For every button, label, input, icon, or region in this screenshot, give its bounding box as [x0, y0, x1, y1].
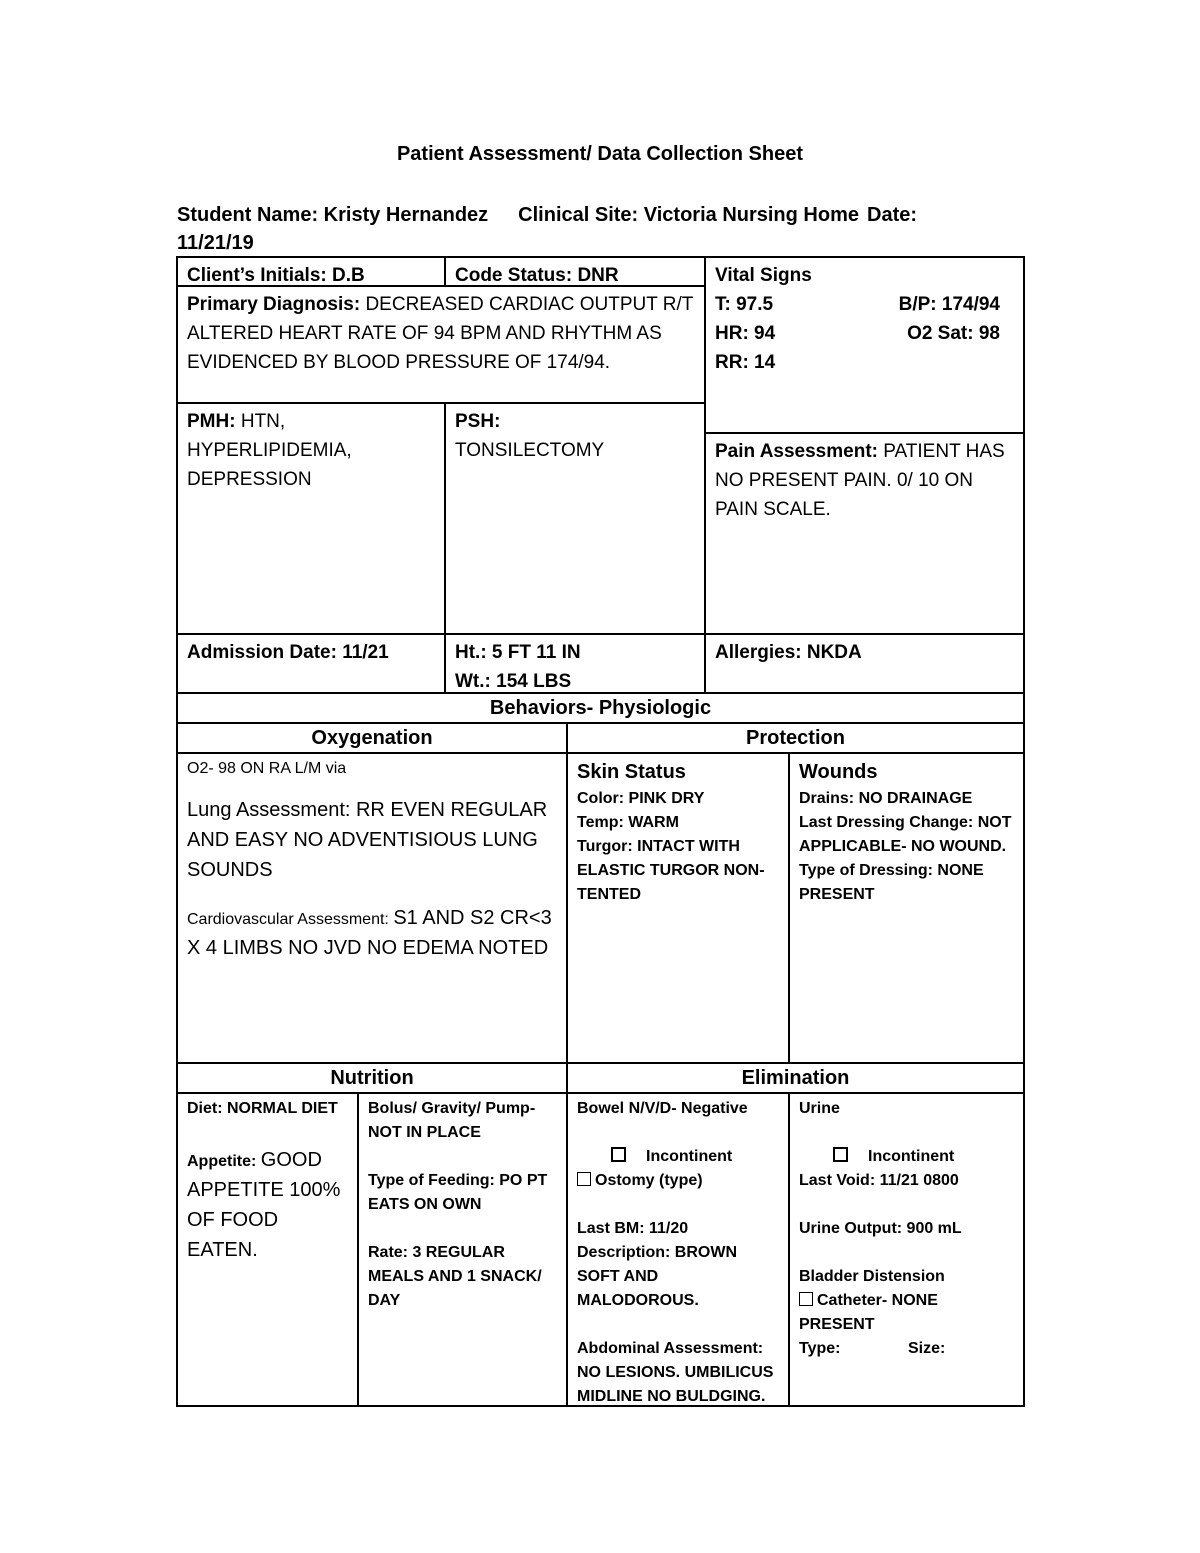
cardio-label: Cardiovascular Assessment: [187, 911, 394, 928]
oxygenation-cell [176, 752, 568, 1064]
primary-diagnosis-cell [176, 285, 706, 404]
pain-label: Pain Assessment: [715, 441, 878, 462]
pain-assessment-cell [704, 432, 1025, 635]
appetite-text: GOOD APPETITE 100% OF FOOD EATEN. [187, 1149, 341, 1261]
elimination-header: Elimination [566, 1062, 1025, 1094]
weight: Wt.: 154 LBS [455, 671, 572, 692]
height-weight-cell [444, 633, 706, 694]
pmh-cell [176, 402, 446, 635]
pmh-label: PMH: [187, 411, 236, 432]
vital-signs-cell [704, 256, 1025, 434]
pmh-text: HTN, HYPERLIPIDEMIA, DEPRESSION [187, 411, 352, 490]
clinical-site: Clinical Site: Victoria Nursing Home [518, 204, 859, 226]
bowel-incontinent-label: Incontinent [646, 1148, 733, 1165]
vital-temp: T: 97.5 [715, 294, 774, 315]
vital-signs-label: Vital Signs [715, 265, 812, 286]
student-name: Student Name: Kristy Hernandez [177, 204, 489, 226]
primary-diagnosis-text: DECREASED CARDIAC OUTPUT R/T ALTERED HEART RATE OF 94 BPM AND RHYTHM AS EVIDENCED BY BLOOD PRESSURE OF 174/94. [187, 294, 694, 373]
pain-text: PATIENT HAS NO PRESENT PAIN. 0/ 10 ON PAIN SCALE. [715, 441, 1005, 520]
behaviors-header: Behaviors- Physiologic [176, 692, 1025, 724]
bowel-title: Bowel N/V/D- Negative [577, 1100, 748, 1117]
vital-bp: B/P: 174/94 [898, 294, 1000, 315]
skin-color: Color: PINK DRY [577, 790, 705, 807]
cardio-text: S1 AND S2 CR<3 X 4 LIMBS NO JVD NO EDEMA NOTED [187, 907, 552, 959]
last-void: Last Void: 11/21 0800 [799, 1172, 959, 1189]
lung-assessment: Lung Assessment: RR EVEN REGULAR AND EASY NO ADVENTISIOUS LUNG SOUNDS [187, 799, 548, 881]
urine-cell [788, 1092, 1025, 1407]
ostomy-label: Ostomy (type) [595, 1172, 703, 1189]
catheter-label: Catheter- NONE PRESENT [799, 1292, 938, 1333]
checkbox-icon[interactable] [577, 1172, 591, 1186]
o2-line: O2- 98 ON RA L/M via [187, 760, 347, 777]
urine-title: Urine [799, 1100, 840, 1117]
code-status: Code Status: DNR [444, 256, 706, 287]
abdominal-assessment: Abdominal Assessment: NO LESIONS. UMBILICUS MIDLINE NO BULDGING. [577, 1340, 774, 1405]
allergies: Allergies: NKDA [704, 633, 1025, 694]
oxygenation-header: Oxygenation [176, 722, 568, 754]
bowel-cell [566, 1092, 790, 1407]
bowel-description: Description: BROWN SOFT AND MALODOROUS. [577, 1244, 737, 1309]
psh-cell [444, 402, 706, 635]
vital-o2: O2 Sat: 98 [907, 323, 1000, 344]
checkbox-icon[interactable] [799, 1292, 813, 1306]
header-info [177, 201, 1017, 257]
vital-hr: HR: 94 [715, 323, 776, 344]
admission-date: Admission Date: 11/21 [176, 633, 446, 694]
feeding-cell [357, 1092, 568, 1407]
wound-dressing-type: Type of Dressing: NONE PRESENT [799, 862, 984, 903]
protection-header: Protection [566, 722, 1025, 754]
diet: Diet: NORMAL DIET [187, 1100, 338, 1117]
wounds-cell [788, 752, 1025, 1064]
skin-temp: Temp: WARM [577, 814, 679, 831]
wound-dressing-change: Last Dressing Change: NOT APPLICABLE- NO WOUND. [799, 814, 1012, 855]
nutrition-header: Nutrition [176, 1062, 568, 1094]
appetite-label: Appetite: [187, 1153, 261, 1170]
checkbox-icon[interactable] [833, 1147, 848, 1162]
skin-status-title: Skin Status [577, 761, 686, 783]
feeding-rate: Rate: 3 REGULAR MEALS AND 1 SNACK/ DAY [368, 1244, 542, 1309]
skin-turgor: Turgor: INTACT WITH ELASTIC TURGOR NON-TENTED [577, 838, 765, 903]
bolus: Bolus/ Gravity/ Pump- NOT IN PLACE [368, 1100, 536, 1141]
feeding-type: Type of Feeding: PO PT EATS ON OWN [368, 1172, 548, 1213]
wounds-title: Wounds [799, 761, 878, 783]
diet-cell [176, 1092, 359, 1407]
page-title: Patient Assessment/ Data Collection Sheet [396, 143, 804, 165]
date-value: 11/21/19 [177, 232, 254, 254]
wound-drains: Drains: NO DRAINAGE [799, 790, 973, 807]
last-bm: Last BM: 11/20 [577, 1220, 689, 1237]
checkbox-icon[interactable] [611, 1147, 626, 1162]
psh-text: TONSILECTOMY [455, 440, 605, 461]
vital-rr: RR: 14 [715, 352, 776, 373]
urine-incontinent-label: Incontinent [868, 1148, 955, 1165]
primary-diagnosis-label: Primary Diagnosis: [187, 294, 361, 315]
psh-label: PSH: [455, 411, 501, 432]
date-label: Date: [867, 204, 918, 226]
urine-output: Urine Output: 900 mL [799, 1220, 962, 1237]
skin-status-cell [566, 752, 790, 1064]
catheter-type: Type: [799, 1340, 841, 1357]
bladder-distension: Bladder Distension [799, 1268, 945, 1285]
catheter-size: Size: [908, 1340, 946, 1357]
height: Ht.: 5 FT 11 IN [455, 642, 581, 663]
client-initials: Client’s Initials: D.B [176, 256, 446, 287]
